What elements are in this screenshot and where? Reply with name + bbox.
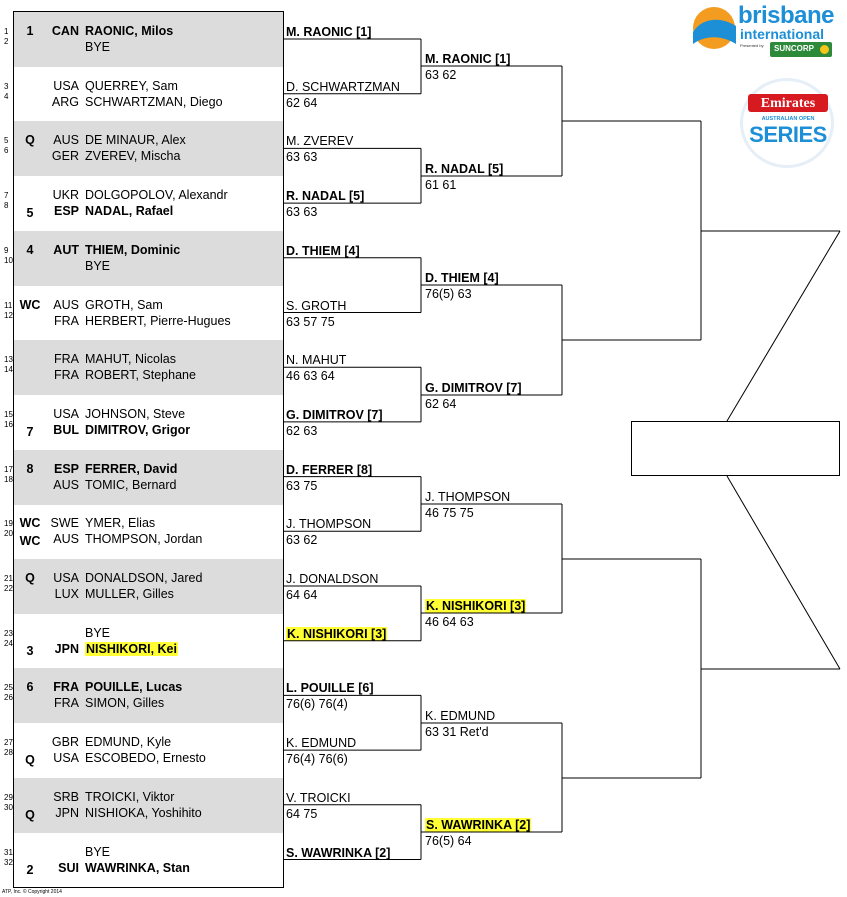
round2-winner: D. FERRER [8] <box>286 462 373 477</box>
player-name: MULLER, Gilles <box>85 587 174 601</box>
seed-label: 2 <box>26 862 34 877</box>
round2-winner: K. EDMUND <box>286 736 357 751</box>
player-name: SCHWARTZMAN, Diego <box>85 94 223 109</box>
player-name: ZVEREV, Mischa <box>85 149 181 164</box>
country-code: USA <box>53 571 79 585</box>
player-name: NISHIKORI, Kei <box>86 641 177 656</box>
quarterfinal-winner: M. RAONIC [1] <box>425 52 511 66</box>
brand-text: brisbane <box>738 2 835 29</box>
draw-position-number: 2 <box>4 37 9 46</box>
player-name: FERRER, David <box>85 461 178 476</box>
quarterfinal-winner: D. THIEM [4] <box>425 271 499 285</box>
emirates-text: Emirates <box>760 96 816 111</box>
player-name: THIEM, Dominic <box>85 242 181 257</box>
player-name: NISHIOKA, Yoshihito <box>85 805 202 820</box>
seed-label: 4 <box>26 242 34 257</box>
quarterfinal-score: 46 75 75 <box>425 506 474 520</box>
round2-winner: M. ZVEREV <box>286 134 354 149</box>
round2-score: 64 75 <box>286 806 318 821</box>
draw-position-number: 19 <box>4 519 13 529</box>
country-code: CAN <box>51 24 79 38</box>
draw-position-number: 1 <box>4 27 9 36</box>
quarterfinal-score: 63 31 Ret'd <box>425 725 489 739</box>
round2-winner: S. WAWRINKA [2] <box>286 845 391 860</box>
draw-position-number: 4 <box>4 91 9 101</box>
round2-winner: M. RAONIC [1] <box>286 25 372 39</box>
country-code: SRB <box>53 789 79 804</box>
quarterfinal-winner: R. NADAL [5] <box>425 162 504 176</box>
country-code: LUX <box>54 587 79 601</box>
player-name: NADAL, Rafael <box>85 204 174 219</box>
draw-position-number: 5 <box>4 136 9 146</box>
copyright-footer: ATP, Inc. © Copyright 2014 <box>2 889 62 895</box>
round2-winner: J. DONALDSON <box>286 572 379 586</box>
round2-winner: S. GROTH <box>286 298 347 313</box>
round2-winner: L. POUILLE [6] <box>286 681 374 696</box>
final-connector <box>727 476 840 669</box>
draw-position-number: 25 <box>4 683 13 693</box>
presented-by-text: Presented by <box>740 43 764 48</box>
round2-winner: N. MAHUT <box>286 353 347 368</box>
draw-position-number: 32 <box>4 857 13 867</box>
player-name: YMER, Elias <box>85 516 156 531</box>
country-code: ESP <box>53 204 79 219</box>
round2-score: 62 63 <box>286 423 318 438</box>
player-name: DOLGOPOLOV, Alexandr <box>85 188 228 203</box>
player-name: ROBERT, Stephane <box>85 368 196 383</box>
draw-position-number: 16 <box>4 419 13 429</box>
player-name: JOHNSON, Steve <box>85 406 186 421</box>
quarterfinal-score: 61 61 <box>425 178 457 192</box>
final-connector <box>727 231 840 421</box>
country-code: USA <box>53 751 79 766</box>
draw-position-number: 14 <box>4 365 13 375</box>
round2-score: 63 75 <box>286 478 318 493</box>
player-name: HERBERT, Pierre-Hugues <box>85 313 231 328</box>
draw-position-number: 28 <box>4 748 13 758</box>
sponsor-badge <box>770 42 832 57</box>
round2-score: 76(4) 76(6) <box>286 752 348 767</box>
quarterfinal-score: 76(5) 64 <box>425 834 472 848</box>
player-name: TROICKI, Viktor <box>85 789 175 804</box>
country-code: ESP <box>53 461 79 476</box>
round2-winner: K. NISHIKORI [3] <box>287 626 387 641</box>
quarterfinal-winner: G. DIMITROV [7] <box>425 381 522 395</box>
draw-position-number: 12 <box>4 310 13 320</box>
player-name: EDMUND, Kyle <box>85 735 172 750</box>
champion-box <box>631 421 840 476</box>
country-code: SUI <box>58 860 79 875</box>
quarterfinal-score: 76(5) 63 <box>425 287 472 301</box>
seed-label: Q <box>25 133 35 148</box>
draw-position-number: 3 <box>4 81 9 91</box>
quarterfinal-winner: K. NISHIKORI [3] <box>426 599 526 613</box>
quarterfinal-score: 63 62 <box>425 68 457 82</box>
country-code: ARG <box>51 94 79 109</box>
draw-position-number: 15 <box>4 409 13 419</box>
player-name: BYE <box>85 844 111 859</box>
quarterfinal-winner: K. EDMUND <box>425 709 496 723</box>
seed-label: 3 <box>26 643 34 658</box>
country-code: JPN <box>54 641 79 656</box>
country-code: BUL <box>53 422 79 437</box>
country-code: USA <box>53 406 79 421</box>
seed-label: WC <box>19 516 41 531</box>
seed-label: WC <box>19 534 41 549</box>
round2-score: 63 63 <box>286 205 318 220</box>
draw-position-number: 23 <box>4 628 13 638</box>
player-name: POUILLE, Lucas <box>85 680 183 695</box>
draw-position-number: 8 <box>4 201 9 211</box>
sponsor-text: SUNCORP <box>774 44 815 53</box>
quarterfinal-score: 46 64 63 <box>425 615 474 629</box>
brisbane-logo <box>690 2 840 60</box>
draw-position-number: 17 <box>4 464 13 474</box>
player-name: QUERREY, Sam <box>85 78 178 93</box>
country-code: SWE <box>50 516 79 531</box>
brand-sub-text: international <box>740 26 825 42</box>
round2-winner: G. DIMITROV [7] <box>286 407 383 422</box>
seed-label: Q <box>25 753 35 768</box>
draw-position-number: 10 <box>4 255 13 265</box>
seed-label: 7 <box>26 424 34 439</box>
draw-position-number: 9 <box>4 245 9 255</box>
draw-position-number: 20 <box>4 529 13 539</box>
round2-winner: D. THIEM [4] <box>286 243 360 258</box>
quarterfinal-winner: J. THOMPSON <box>425 490 511 504</box>
round2-score: 76(6) 76(4) <box>286 697 348 712</box>
emirates-banner <box>748 94 828 112</box>
round2-score: 63 57 75 <box>286 314 335 329</box>
country-code: FRA <box>54 352 79 367</box>
country-code: UKR <box>52 188 79 203</box>
round2-score: 46 63 64 <box>286 369 335 384</box>
player-name: WAWRINKA, Stan <box>85 860 190 875</box>
ao-text: AUSTRALIAN OPEN <box>761 116 815 122</box>
player-name: DE MINAUR, Alex <box>85 133 186 148</box>
draw-position-number: 27 <box>4 738 13 748</box>
seed-label: Q <box>25 807 35 822</box>
draw-position-number: 24 <box>4 638 13 648</box>
seed-label: 1 <box>26 24 34 38</box>
draw-position-number: 13 <box>4 355 13 365</box>
draw-position-number: 22 <box>4 584 13 593</box>
draw-position-number: 18 <box>4 474 13 484</box>
seed-label: 8 <box>26 461 34 476</box>
country-code: FRA <box>54 368 79 383</box>
country-code: USA <box>53 78 79 93</box>
country-code: AUS <box>53 133 79 148</box>
seed-label: WC <box>19 297 41 312</box>
player-name: BYE <box>85 40 111 54</box>
round2-score: 64 64 <box>286 588 318 602</box>
round2-score: 63 63 <box>286 150 318 165</box>
player-name: MAHUT, Nicolas <box>85 352 176 367</box>
round2-winner: R. NADAL [5] <box>286 189 365 204</box>
country-code: FRA <box>53 680 79 695</box>
round2-score: 63 62 <box>286 533 318 548</box>
draw-position-number: 30 <box>4 802 13 812</box>
country-code: AUS <box>53 532 79 547</box>
country-code: GBR <box>51 735 79 750</box>
draw-position-number: 26 <box>4 693 13 703</box>
sun-wave-icon <box>690 4 740 50</box>
player-name: TOMIC, Bernard <box>85 477 177 492</box>
ao-series-logo <box>740 78 836 170</box>
player-name: DONALDSON, Jared <box>85 571 203 585</box>
player-name: RAONIC, Milos <box>85 24 174 38</box>
player-name: BYE <box>85 625 111 640</box>
country-code: FRA <box>54 696 79 711</box>
draw-position-number: 11 <box>4 300 13 310</box>
player-name: ESCOBEDO, Ernesto <box>85 751 206 766</box>
round2-winner: J. THOMPSON <box>286 517 372 532</box>
player-name: BYE <box>85 258 111 273</box>
seed-label: 6 <box>26 680 34 695</box>
country-code: AUT <box>53 242 79 257</box>
player-name: DIMITROV, Grigor <box>85 422 191 437</box>
sponsor-dot-icon <box>820 45 829 54</box>
player-name: GROTH, Sam <box>85 297 163 312</box>
country-code: GER <box>51 149 79 164</box>
series-text: SERIES <box>749 122 827 147</box>
seed-label: Q <box>25 571 35 585</box>
draw-position-number: 29 <box>4 792 13 802</box>
round2-score: 62 64 <box>286 95 318 110</box>
player-name: THOMPSON, Jordan <box>85 532 203 547</box>
round2-winner: V. TROICKI <box>286 790 351 805</box>
quarterfinal-score: 62 64 <box>425 397 457 411</box>
country-code: JPN <box>55 805 79 820</box>
country-code: AUS <box>53 297 79 312</box>
draw-position-number: 21 <box>4 574 13 583</box>
player-name: SIMON, Gilles <box>85 696 165 711</box>
draw-position-number: 7 <box>4 191 9 201</box>
quarterfinal-winner: S. WAWRINKA [2] <box>426 818 531 832</box>
country-code: AUS <box>53 477 79 492</box>
draw-position-number: 31 <box>4 847 13 857</box>
draw-position-number: 6 <box>4 146 9 156</box>
round2-winner: D. SCHWARTZMAN <box>286 79 400 94</box>
seed-label: 5 <box>26 206 34 221</box>
country-code: FRA <box>54 313 79 328</box>
